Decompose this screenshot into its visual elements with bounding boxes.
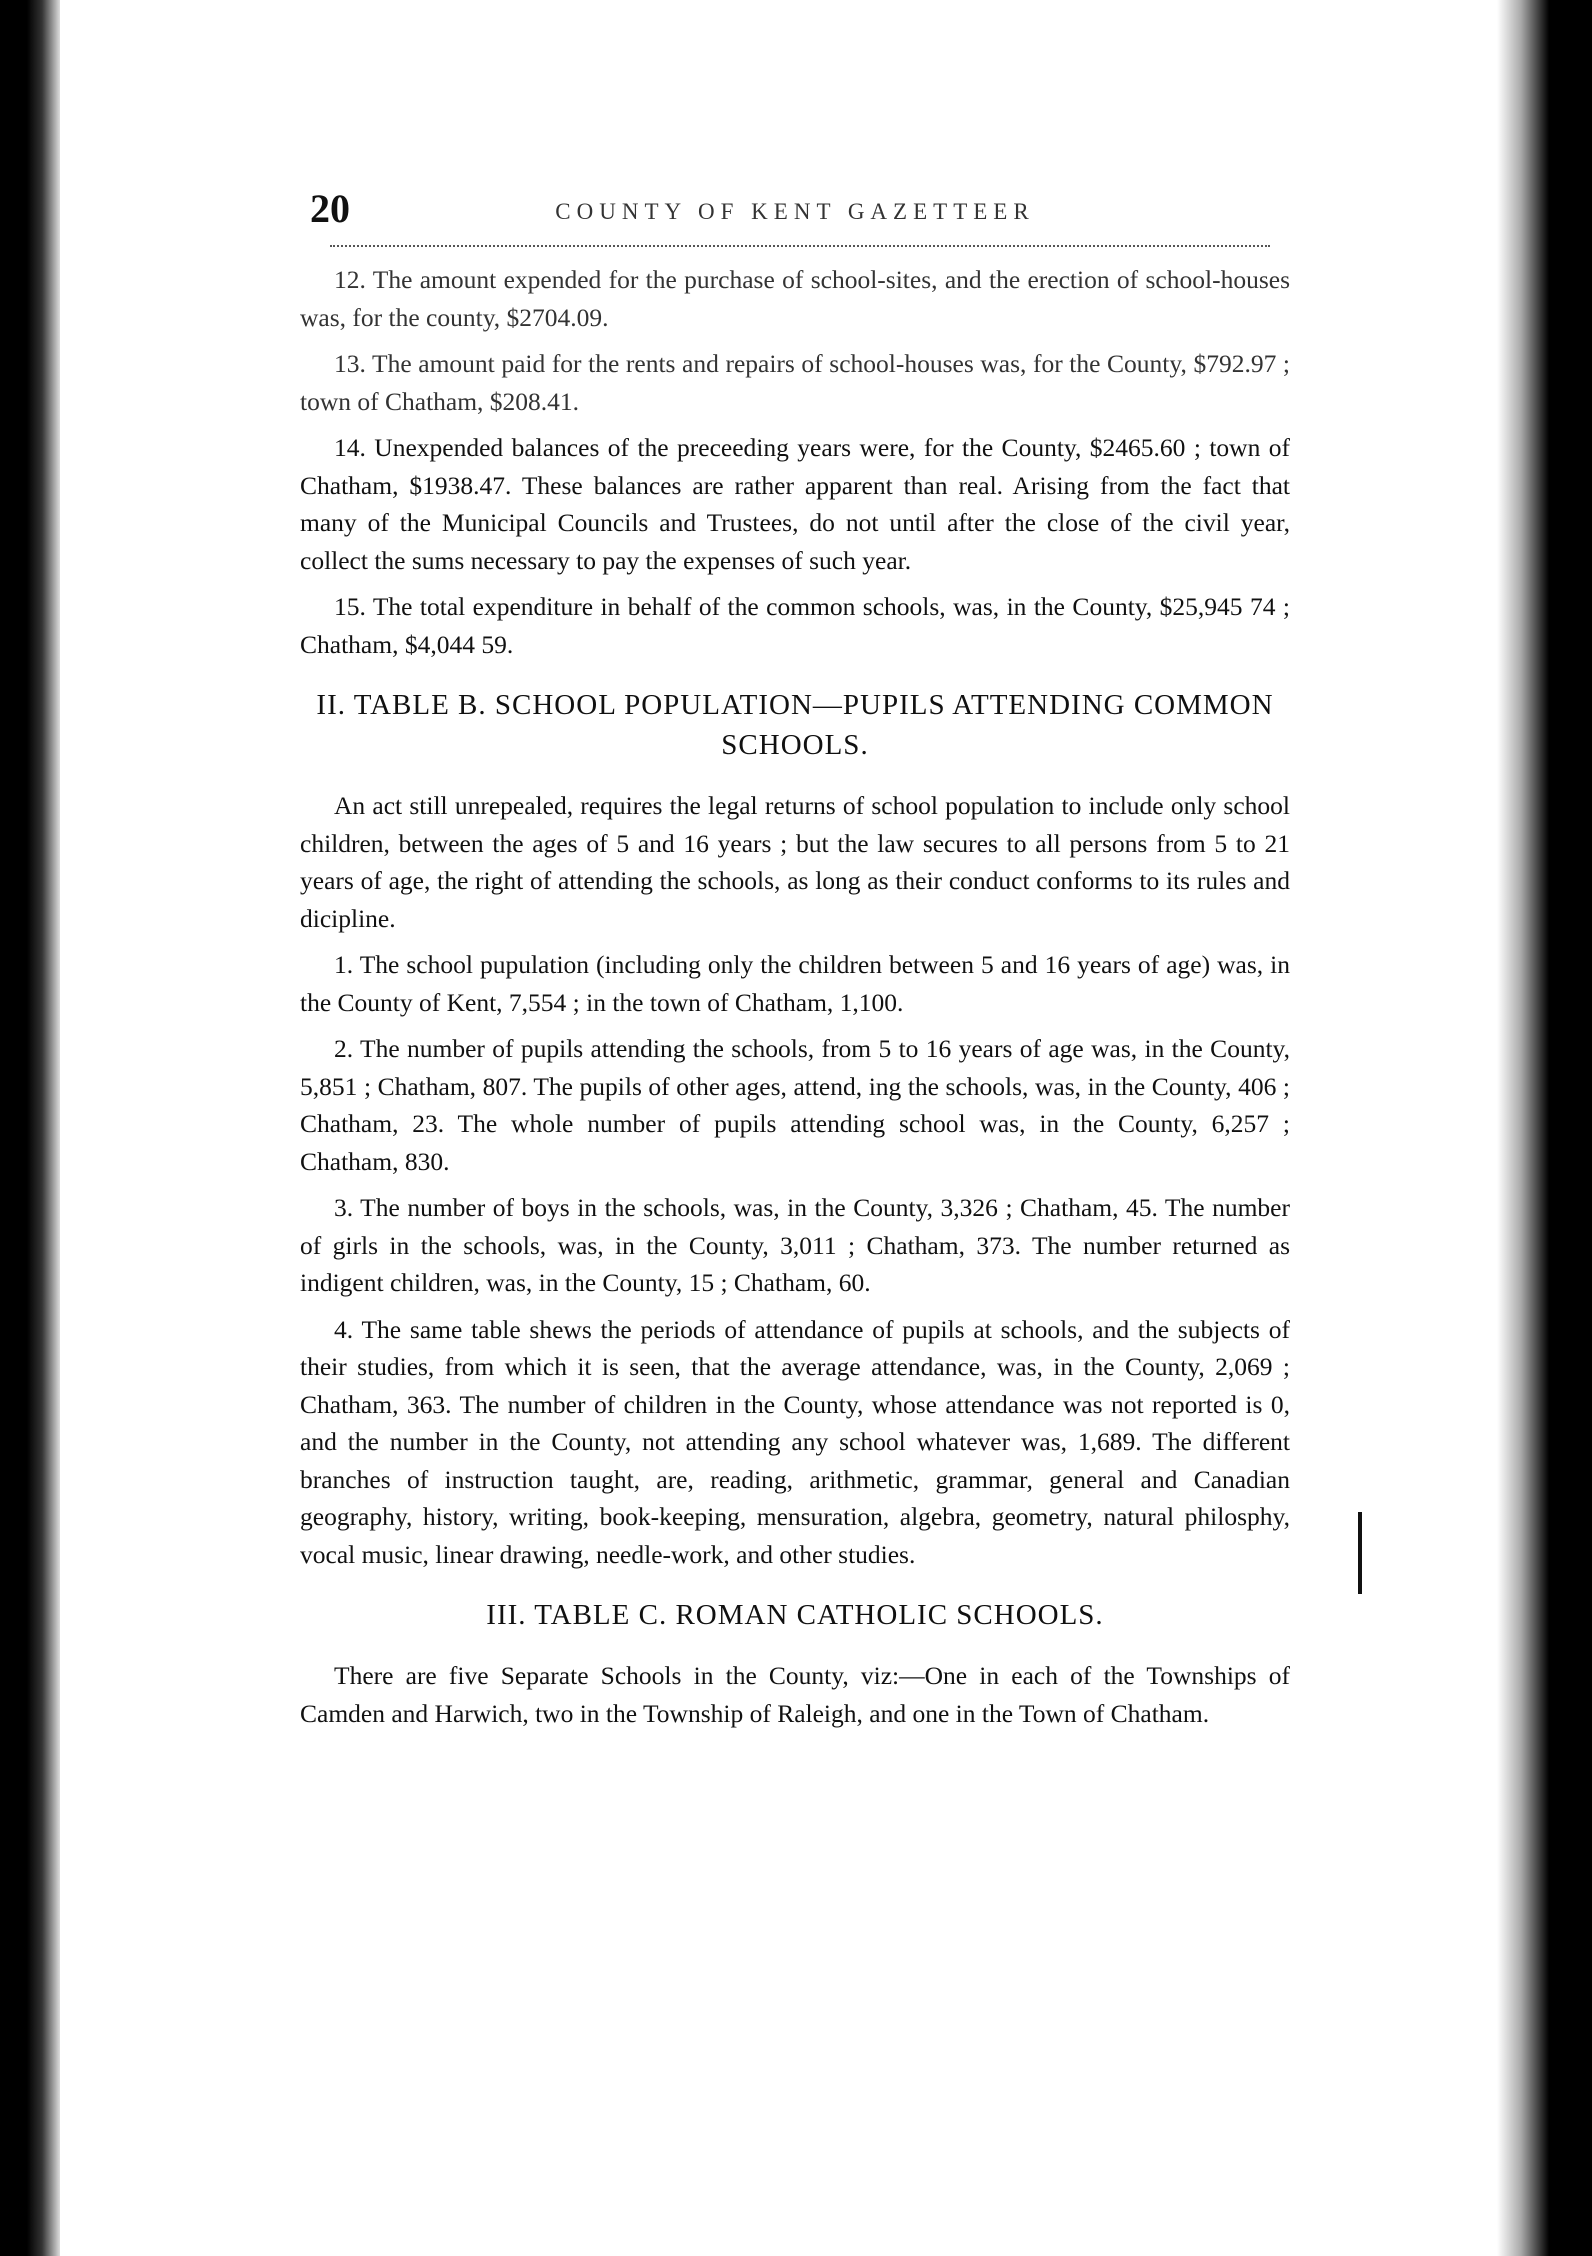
margin-mark — [1358, 1512, 1362, 1594]
paragraph: 3. The number of boys in the schools, was, in the County, 3,326 ; Chatham, 45. The number of girls in the schools, was, in the County, 3,011 ; Chatham, 373. The number returned as indigent children, was, in the County, 15 ; Chatham, 60. — [300, 1193, 1290, 1297]
section-heading-table-b: II. TABLE B. SCHOOL POPULATION—PUPILS ATTENDING COMMON SCHOOLS. — [316, 689, 1274, 761]
paragraph: 1. The school pupulation (including only the children between 5 and 16 years of age) was, in the County of Kent, 7,554 ; in the town of Chatham, 1,100. — [300, 950, 1290, 1017]
paragraph: 15. The total expenditure in behalf of the common schools, was, in the County, $25,945 74 ; Chatham, $4,044 59. — [300, 592, 1290, 659]
document-page — [300, 185, 1290, 1741]
section-heading-table-c: III. TABLE C. ROMAN CATHOLIC SCHOOLS. — [486, 1599, 1104, 1631]
scan-left-edge — [0, 0, 60, 2256]
running-title: COUNTY OF KENT GAZETTEER — [555, 199, 1035, 224]
page-number: 20 — [310, 186, 350, 231]
paragraph: 13. The amount paid for the rents and repairs of school-houses was, for the County, $792.97 ; town of Chatham, $208.41. — [300, 349, 1290, 416]
page-header — [300, 185, 1290, 245]
paragraph: 2. The number of pupils attending the schools, from 5 to 16 years of age was, in the County, 5,851 ; Chatham, 807. The pupils of other ages, attend, ing the schools, was, in the County, 406 ; Chatham, 23. The whole number of pupils attending school was, in the County, 6,257 ; Chatham, 830. — [300, 1034, 1290, 1176]
paragraph: 12. The amount expended for the purchase of school-sites, and the erection of school-houses was, for the county, $2704.09. — [300, 265, 1290, 332]
paragraph: There are five Separate Schools in the County, viz:—One in each of the Townships of Camden and Harwich, two in the Township of Raleigh, and one in the Town of Chatham. — [300, 1661, 1290, 1728]
paragraph: 4. The same table shews the periods of attendance of pupils at schools, and the subjects of their studies, from which it is seen, that the average attendance, was, in the County, 2,069 ; Chatham, 363. The number of children in the County, whose attendance was not reported is 0, and the number in the County, not attending any school whatever was, 1,689. The different branches of instruction taught, are, reading, arithmetic, grammar, general and Canadian geography, history, writing, book-keeping, mensuration, algebra, geometry, natural philosphy, vocal music, linear drawing, needle-work, and other studies. — [300, 1314, 1290, 1569]
header-rule — [330, 245, 1270, 247]
paragraph: An act still unrepealed, requires the legal returns of school population to include only school children, between the ages of 5 and 16 years ; but the law secures to all persons from 5 to 21 years of age, the right of attending the schools, as long as their conduct conforms to its rules and dicipline. — [300, 791, 1290, 933]
paragraph: 14. Unexpended balances of the preceeding years were, for the County, $2465.60 ; town of Chatham, $1938.47. These balances are rather apparent than real. Arising from the fact that many of the Municipal Councils and Trustees, do not until after the close of the civil year, collect the sums necessary to pay the expenses of such year. — [300, 433, 1290, 575]
scan-right-edge — [1497, 0, 1592, 2256]
